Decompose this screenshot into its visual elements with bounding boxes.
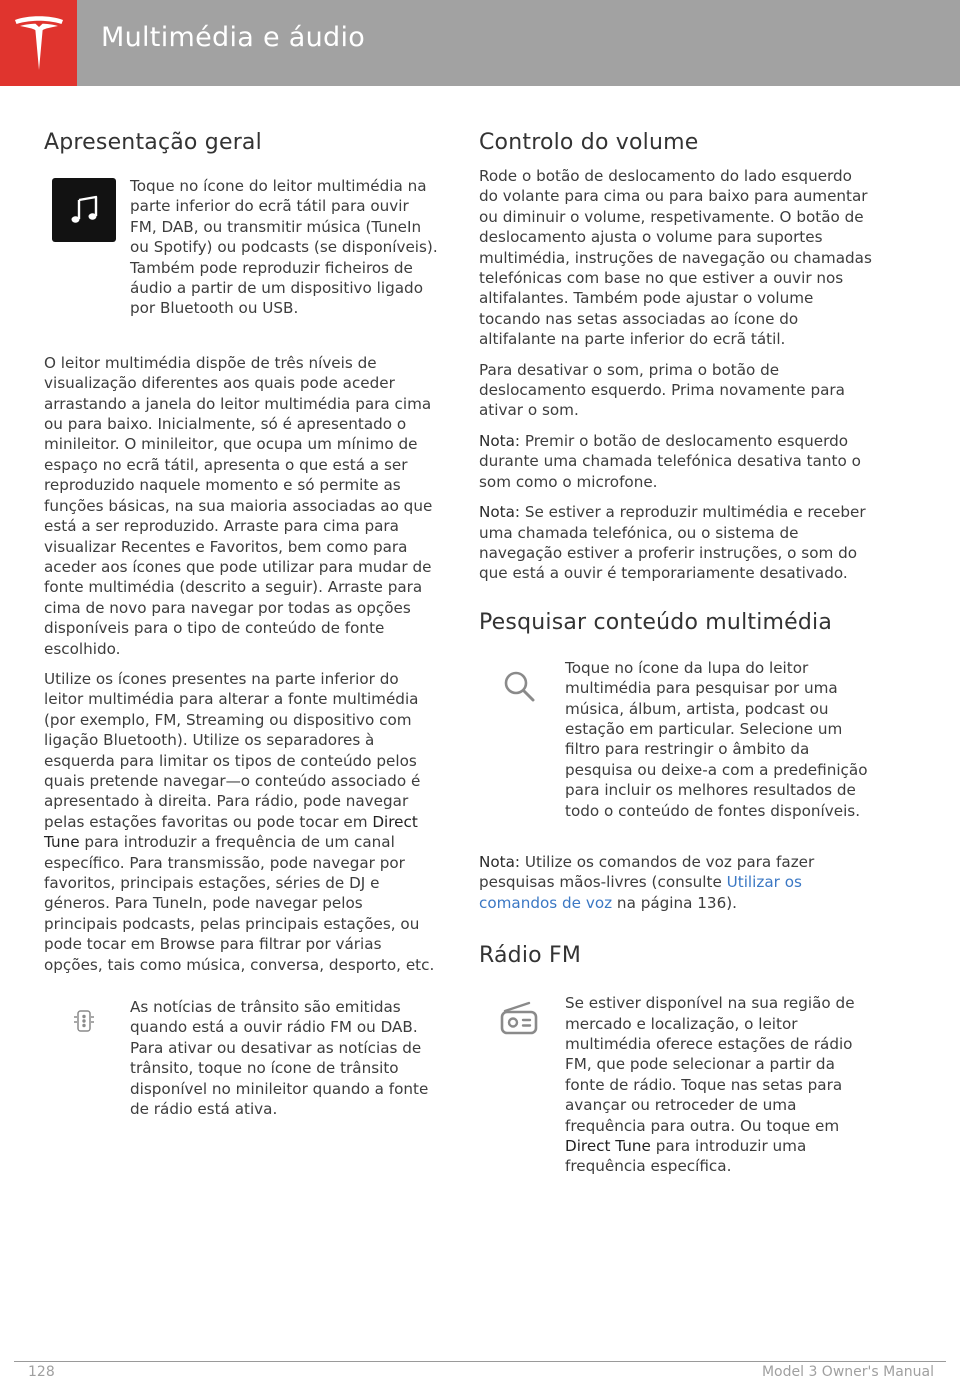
- search-heading: Pesquisar conteúdo multimédia: [479, 609, 833, 635]
- voice-commands-link[interactable]: Utilizar os comandos de voz: [479, 873, 802, 912]
- music-note-icon: [52, 178, 116, 242]
- left-column: [44, 128, 440, 1119]
- page-header: [0, 0, 960, 86]
- direct-tune-term: Direct Tune: [44, 812, 418, 852]
- magnifier-icon: [501, 668, 537, 704]
- direct-tune-term-fm: Direct Tune: [565, 1137, 651, 1156]
- traffic-block: [44, 997, 440, 1119]
- radio-icon: [499, 1001, 539, 1037]
- overview-heading: Apresentação geral: [44, 130, 262, 155]
- traffic-text: As notícias de trânsito são emitidas quando está a ouvir rádio FM ou DAB. Para ativar ou desativar as notícias de trânsito, toque no ícone de trânsito disponível no minileitor quando a fonte de rádio está ativa.: [130, 998, 429, 1119]
- media-player-block: [44, 176, 440, 319]
- volume-paragraph-2: Para desativar o som, prima o botão de deslocamento esquerdo. Prima novamente para ativar o som.: [479, 360, 845, 420]
- note-temporary-mute: Nota: Se estiver a reproduzir multimédia e receber uma chamada telefónica, ou o sistema de navegação estiver a proferir instruções, o som do que está a ouvir é temporariamente desativado.: [479, 503, 866, 583]
- fm-block: [479, 993, 874, 1177]
- page-title: Multimédia e áudio: [101, 22, 366, 53]
- traffic-light-icon: [72, 1009, 96, 1033]
- search-text: Toque no ícone da lupa do leitor multimédia para pesquisar por uma música, álbum, artista, podcast ou estação em particular. Selecione um filtro para restringir o âmbito da pesquisa ou deixe-a com a predefinição para incluir os melhores resultados de todo o conteúdo de fontes disponíveis.: [565, 658, 868, 820]
- overview-paragraph-2: Utilize os ícones presentes na parte inferior do leitor multimédia para alterar a fonte multimédia (por exemplo, FM, Streaming ou dispositivo com ligação Bluetooth). Utilize os separadores à esquerda para limitar os tipos de conteúdo pelos quais pretende navegar—o conteúdo associado é apresentado à direita. Para rádio, pode navegar pelas estações favoritas ou pode tocar em Direct Tune para introduzir a frequência de um canal específico. Para transmissão, pode navegar por favoritos, principais estações, séries de DJ e géneros. Para TuneIn, pode navegar pelos principais podcasts, pelas principais estações, ou pode tocar em Browse para filtrar por várias opções, tais como música, conversa, desporto, etc.: [44, 669, 435, 974]
- note-label: Nota:: [479, 431, 521, 450]
- overview-intro: Toque no ícone do leitor multimédia na parte inferior do ecrã tátil para ouvir FM, DAB, ou transmitir música (TuneIn ou Spotify) ou podcasts (se disponíveis). Também pode reproduzir ficheiros de áudio a partir de um dispositivo ligado por Bluetooth ou USB.: [130, 177, 438, 318]
- fm-text: Se estiver disponível na sua região de mercado e localização, o leitor multimédia oferece estações de rádio FM, que pode selecionar a partir da fonte de rádio. Toque nas setas para avançar ou retroceder de uma frequência para outra. Ou toque em Direct Tune para introduzir uma frequência específica.: [565, 994, 855, 1176]
- search-block: [479, 658, 874, 821]
- manual-title: Model 3 Owner's Manual: [761, 1364, 934, 1380]
- volume-heading: Controlo do volume: [479, 130, 699, 155]
- right-column: [479, 128, 874, 1177]
- page-number: 128: [28, 1364, 55, 1380]
- note-voice-commands: Nota: Utilize os comandos de voz para fazer pesquisas mãos-livres (consulte Utilizar os comandos de voz na página 136).: [479, 852, 815, 912]
- footer-divider: [14, 1361, 946, 1362]
- volume-paragraph-1: Rode o botão de deslocamento do lado esquerdo do volante para cima ou para baixo para aumentar ou diminuir o volume, respetivamente. O botão de deslocamento ajusta o volume para suportes multimédia, instruções de navegação ou chamadas telefónicas com base no que estiver a ouvir nos altifalantes. Também pode ajustar o volume tocando nas setas associadas ao ícone do altifalante na parte inferior do ecrã tátil.: [479, 167, 872, 349]
- overview-paragraph-1: O leitor multimédia dispõe de três níveis de visualização diferentes aos quais pode aceder arrastando a janela do leitor multimédia para cima ou para baixo. Inicialmente, só é apresentado o minileitor. O minileitor, que ocupa um mínimo de espaço no ecrã tátil, apresenta o que está a ser reproduzido naquele momento e só permite as funções básicas, na sua maioria associadas ao que está a ser reproduzido. Arraste para cima para visualizar Recentes e Favoritos, bem como para aceder aos ícones que pode utilizar para mudar de fonte multimédia (descrito a seguir). Arraste para cima de novo para navegar por todas as opções disponíveis para o tipo de conteúdo de fonte escolhido.: [44, 353, 433, 658]
- note-mute-call: Nota: Premir o botão de deslocamento esquerdo durante uma chamada telefónica desativa tanto o som como o microfone.: [479, 431, 861, 491]
- tesla-logo-icon: [0, 0, 77, 86]
- fm-heading: Rádio FM: [479, 943, 582, 969]
